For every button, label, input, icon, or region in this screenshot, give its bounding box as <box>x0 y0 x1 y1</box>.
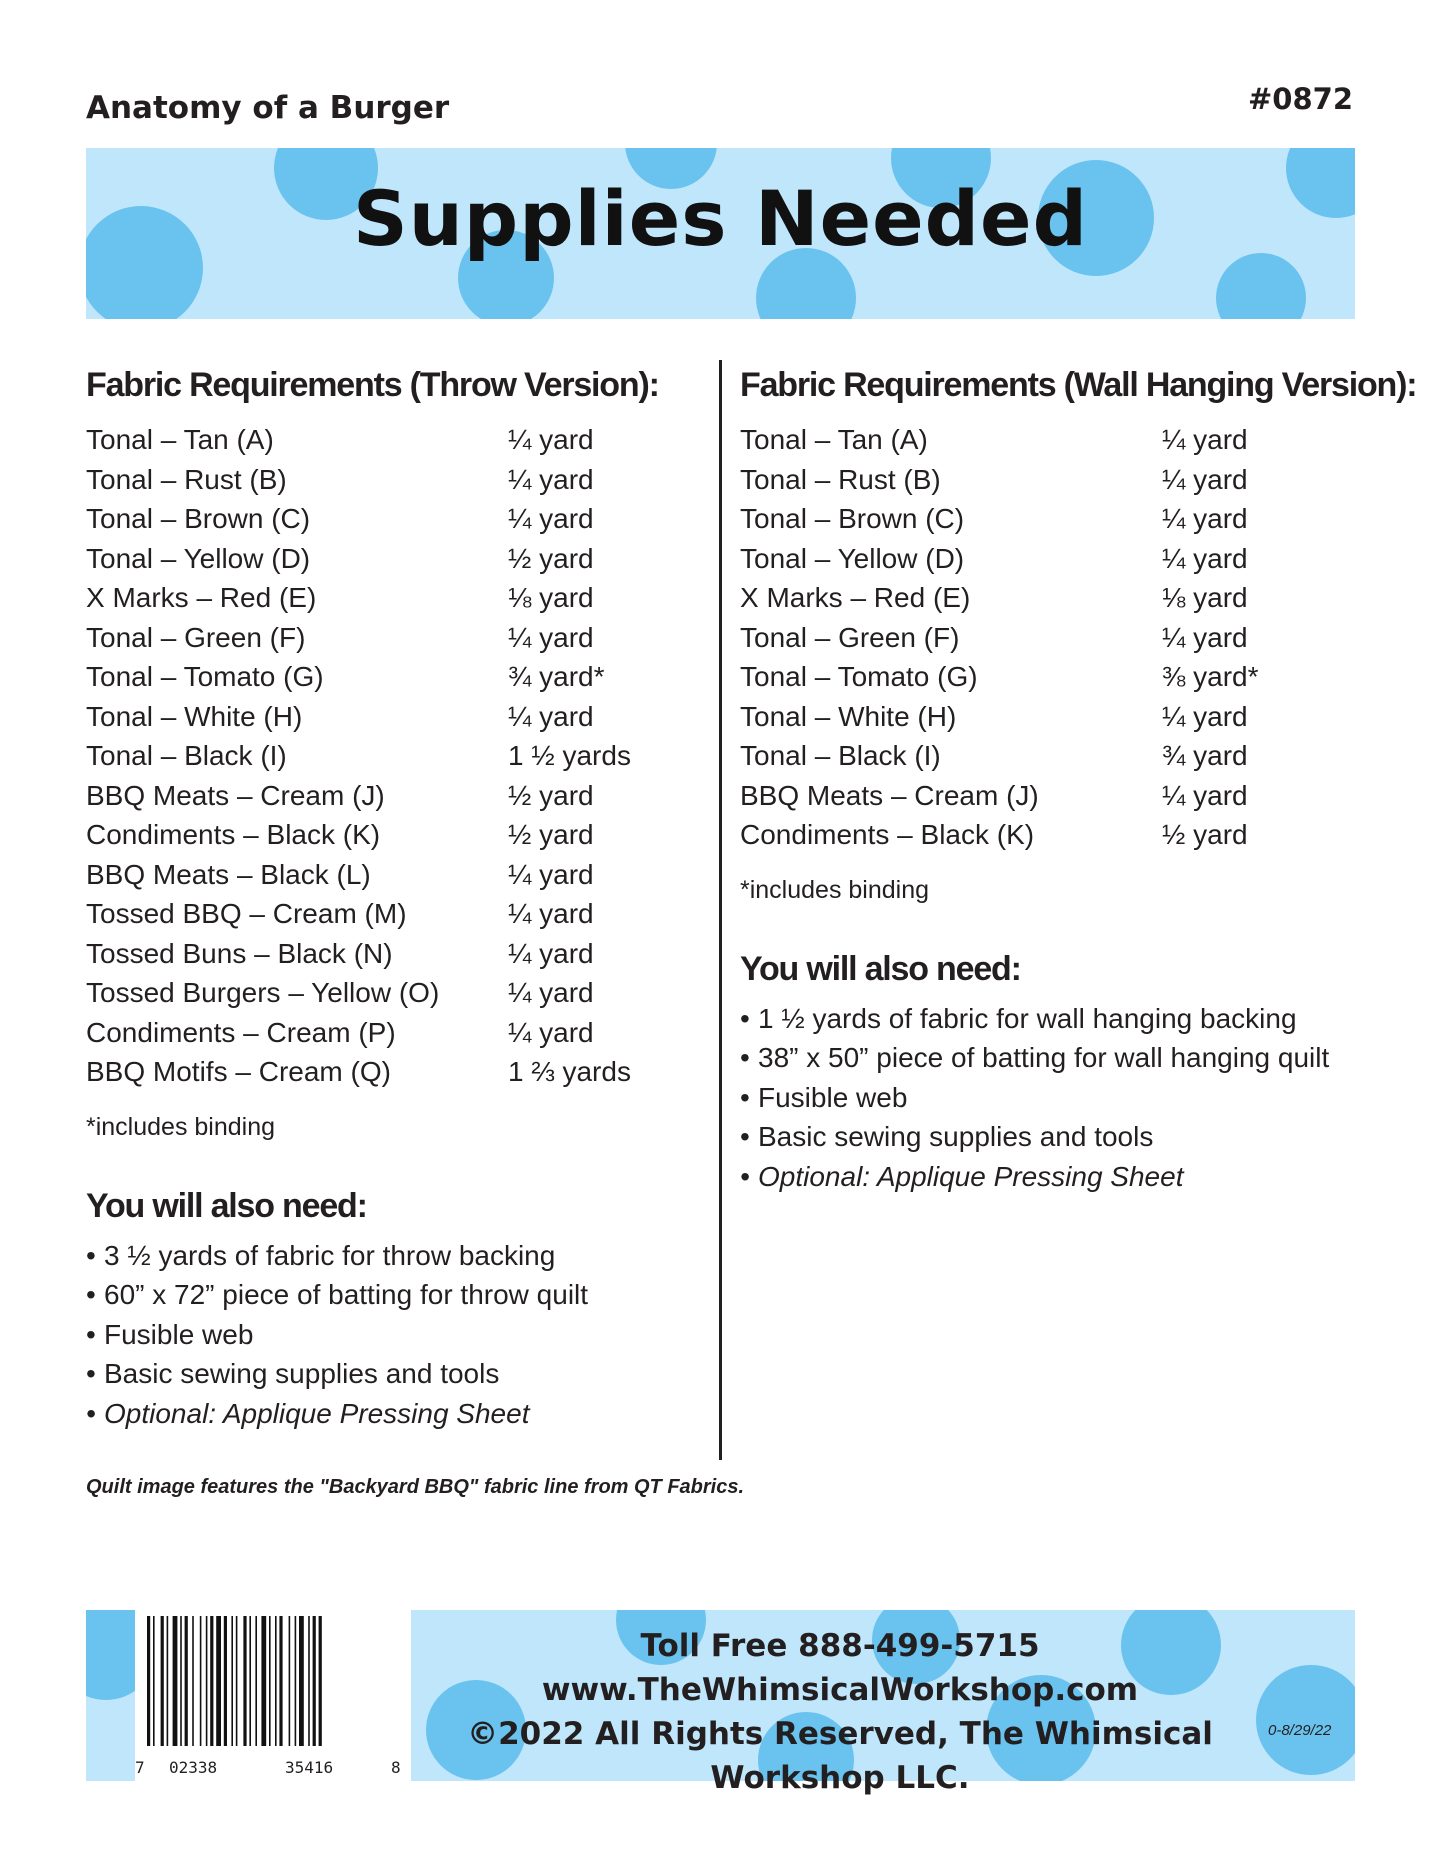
also-need-list <box>740 999 1360 1197</box>
fabric-row <box>740 420 1360 460</box>
binding-note: *includes binding <box>740 875 930 904</box>
fabric-amount: 1 ½ yards <box>508 740 631 771</box>
fabric-row <box>86 934 706 974</box>
fabric-name: Tonal – Yellow (D) <box>740 542 965 574</box>
fabric-name: Tonal – Black (I) <box>740 740 941 771</box>
optional-label: Optional: <box>758 1160 871 1192</box>
title-banner <box>86 148 1355 319</box>
list-item: • Basic sewing supplies and tools <box>740 1117 1360 1157</box>
fabric-name: Tonal – Tomato (G) <box>740 661 978 692</box>
fabric-amount: ¾ yard <box>1162 740 1248 771</box>
fabric-row <box>86 973 706 1013</box>
list-item: • Basic sewing supplies and tools <box>86 1354 706 1394</box>
fabric-amount: ¼ yard <box>1162 424 1248 455</box>
fabric-name: Condiments – Black (K) <box>740 819 1035 850</box>
fabric-name: X Marks – Red (E) <box>740 582 971 613</box>
page-title: Supplies Needed <box>352 174 1089 263</box>
fabric-name: Tossed BBQ – Cream (M) <box>86 898 407 929</box>
optional-item <box>86 1394 706 1434</box>
throw-heading: Fabric Requirements (Throw Version): <box>86 366 659 404</box>
fabric-name: BBQ Meats – Cream (J) <box>740 779 1039 811</box>
optional-item <box>740 1157 1360 1197</box>
fabric-name: Tonal – Tan (A) <box>740 424 928 455</box>
fabric-amount: ¼ yard <box>1162 779 1248 811</box>
wall-heading: Fabric Requirements (Wall Hanging Version): <box>740 366 1417 404</box>
fabric-row <box>740 618 1360 658</box>
fabric-row <box>86 776 706 816</box>
optional-text: Applique Pressing Sheet <box>876 1160 1184 1192</box>
fabric-name: Tossed Buns – Black (N) <box>86 937 393 969</box>
fabric-amount: ⅛ yard <box>508 582 594 613</box>
also-need-list <box>86 1236 706 1434</box>
fabric-amount: ¼ yard <box>1162 621 1248 653</box>
fabric-amount: ¼ yard <box>508 937 594 969</box>
fabric-row <box>86 460 706 500</box>
optional-label: Optional: <box>104 1397 217 1429</box>
phone-number: Toll Free 888-499-5715 <box>640 1628 1040 1664</box>
fabric-amount: ¼ yard <box>508 1016 594 1048</box>
fabric-row <box>740 539 1360 579</box>
fabric-amount: ¼ yard <box>508 898 594 929</box>
fabric-name: Tonal – Rust (B) <box>86 463 287 495</box>
list-item: • 3 ½ yards of fabric for throw backing <box>86 1236 706 1276</box>
fabric-amount: ¼ yard <box>508 977 594 1008</box>
fabric-name: Tonal – Tan (A) <box>86 424 274 455</box>
throw-fabric-list <box>86 420 706 1092</box>
fabric-name: X Marks – Red (E) <box>86 582 317 613</box>
list-item: • 1 ½ yards of fabric for wall hanging backing <box>740 999 1360 1039</box>
footer-contact <box>420 1624 1260 1800</box>
column-divider <box>719 360 722 1460</box>
fabric-name: BBQ Meats – Black (L) <box>86 858 371 890</box>
fabric-row <box>740 736 1360 776</box>
barcode-digit-right-group: 35416 <box>285 1758 334 1777</box>
fabric-row <box>86 578 706 618</box>
fabric-amount: ¼ yard <box>508 463 594 495</box>
fabric-row <box>86 815 706 855</box>
fabric-amount: ¼ yard <box>1162 700 1248 732</box>
fabric-row <box>740 776 1360 816</box>
fabric-name: Tossed Burgers – Yellow (O) <box>86 977 440 1008</box>
barcode-digit-last: 8 <box>391 1758 401 1777</box>
fabric-name: Tonal – Black (I) <box>86 740 287 771</box>
list-item: • Fusible web <box>740 1078 1360 1118</box>
binding-note: *includes binding <box>86 1112 276 1141</box>
fabric-amount: ½ yard <box>508 819 594 850</box>
fabric-row <box>86 697 706 737</box>
fabric-credit: Quilt image features the "Backyard BBQ" fabric line from QT Fabrics. <box>86 1476 745 1498</box>
also-need-heading: You will also need: <box>740 949 1021 988</box>
throw-version-column <box>86 364 706 1433</box>
fabric-amount: ¼ yard <box>1162 463 1248 495</box>
fabric-row <box>740 815 1360 855</box>
barcode-digit-left-group: 02338 <box>169 1758 218 1777</box>
also-need-heading: You will also need: <box>86 1186 367 1225</box>
fabric-amount: ¼ yard <box>1162 542 1248 574</box>
fabric-row <box>86 657 706 697</box>
barcode-bars <box>147 1616 397 1756</box>
barcode <box>135 1610 411 1781</box>
fabric-amount: 1 ⅔ yards <box>508 1056 631 1087</box>
copyright: ©2022 All Rights Reserved, The Whimsical Workshop LLC. <box>467 1716 1213 1796</box>
page-label: Anatomy of a Burger <box>86 90 450 126</box>
fabric-row <box>86 420 706 460</box>
fabric-name: Tonal – Rust (B) <box>740 463 941 495</box>
fabric-row <box>86 618 706 658</box>
fabric-amount: ¼ yard <box>508 621 594 653</box>
fabric-amount: ¼ yard <box>508 858 594 890</box>
fabric-row <box>86 1052 706 1092</box>
pattern-number: #0872 <box>1247 82 1353 116</box>
wall-fabric-list <box>740 420 1360 855</box>
fabric-name: Tonal – White (H) <box>740 700 957 732</box>
fabric-amount: ¼ yard <box>508 424 594 455</box>
barcode-digit-first: 7 <box>135 1758 145 1777</box>
fabric-name: Condiments – Cream (P) <box>86 1016 396 1048</box>
list-item: • Fusible web <box>86 1315 706 1355</box>
fabric-name: BBQ Motifs – Cream (Q) <box>86 1056 391 1087</box>
fabric-amount: ½ yard <box>508 542 594 574</box>
fabric-amount: ½ yard <box>1162 819 1248 850</box>
fabric-name: Tonal – Tomato (G) <box>86 661 324 692</box>
fabric-amount: ½ yard <box>508 779 594 811</box>
fabric-row <box>86 894 706 934</box>
list-item: • 60” x 72” piece of batting for throw quilt <box>86 1275 706 1315</box>
fabric-name: Tonal – White (H) <box>86 700 303 732</box>
fabric-amount: ¾ yard* <box>508 661 605 692</box>
fabric-row <box>86 499 706 539</box>
fabric-amount: ⅜ yard* <box>1162 661 1259 692</box>
fabric-amount: ¼ yard <box>1162 503 1248 534</box>
fabric-name: Tonal – Brown (C) <box>86 503 311 534</box>
fabric-row <box>740 460 1360 500</box>
fabric-name: Condiments – Black (K) <box>86 819 381 850</box>
fabric-row <box>86 539 706 579</box>
optional-text: Applique Pressing Sheet <box>222 1397 530 1429</box>
fabric-row <box>86 736 706 776</box>
fabric-name: Tonal – Brown (C) <box>740 503 965 534</box>
fabric-name: Tonal – Yellow (D) <box>86 542 311 574</box>
list-item: • 38” x 50” piece of batting for wall hanging quilt <box>740 1038 1360 1078</box>
fabric-amount: ¼ yard <box>508 700 594 732</box>
fabric-name: Tonal – Green (F) <box>740 621 960 653</box>
fabric-name: Tonal – Green (F) <box>86 621 306 653</box>
fabric-row <box>740 657 1360 697</box>
fabric-row <box>740 697 1360 737</box>
revision-code: 0-8/29/22 <box>1268 1722 1332 1739</box>
fabric-row <box>740 499 1360 539</box>
fabric-row <box>86 1013 706 1053</box>
fabric-name: BBQ Meats – Cream (J) <box>86 779 385 811</box>
fabric-amount: ⅛ yard <box>1162 582 1248 613</box>
fabric-row <box>740 578 1360 618</box>
fabric-row <box>86 855 706 895</box>
website-link[interactable]: www.TheWhimsicalWorkshop.com <box>541 1672 1139 1708</box>
wall-hanging-column <box>740 364 1417 1196</box>
fabric-amount: ¼ yard <box>508 503 594 534</box>
